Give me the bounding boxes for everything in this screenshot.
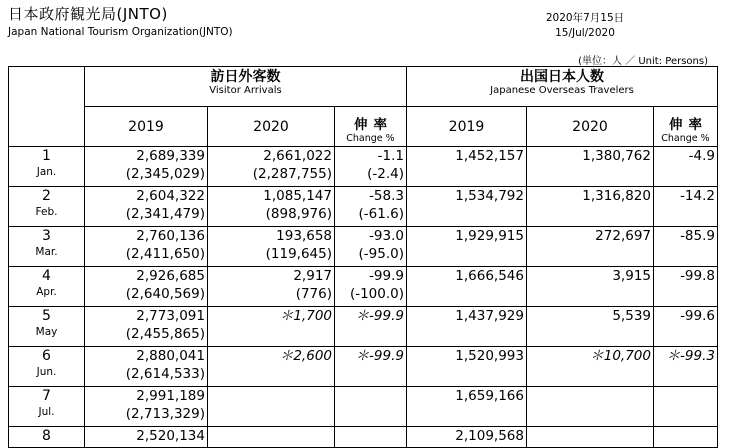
visitor-change-cell-vchg: ＊-99.9	[355, 308, 404, 324]
overseas-2020-cell	[527, 387, 654, 427]
overseas-2020-cell-o2020: 272,697	[595, 228, 651, 244]
overseas-2019-cell-o2019: 1,520,993	[455, 348, 524, 364]
overseas-2019-cell-o2019: 1,666,546	[455, 268, 524, 284]
visitor-2020-cell-v2020p: (119,645)	[265, 246, 332, 262]
visitor-change-cell-vchg: -93.0	[369, 228, 404, 244]
overseas-2020-cell	[527, 427, 654, 448]
overseas-2020-cell-o2020: 1,380,762	[582, 148, 651, 164]
visitor-2019-cell-v2019p: (2,640,569)	[125, 286, 205, 302]
visitor-2019-cell-v2019: 2,604,322	[136, 188, 205, 204]
visitor-2019-cell	[85, 227, 208, 267]
overseas-change-cell	[654, 387, 718, 427]
overseas-2019-cell-o2019: 1,437,929	[455, 308, 524, 324]
visitor-arrivals-header	[85, 67, 407, 107]
month-cell	[9, 147, 85, 187]
table-row	[9, 267, 718, 307]
overseas-change-cell-ochg: -14.2	[680, 188, 715, 204]
visitor-change-cell-vchg: -58.3	[369, 188, 404, 204]
visitor-2019-cell	[85, 427, 208, 448]
overseas-2020-cell	[527, 147, 654, 187]
overseas-2020-cell-o2020: 1,316,820	[582, 188, 651, 204]
visitor-change-cell	[335, 267, 407, 307]
overseas-change-cell-ochg: ＊-99.3	[666, 348, 715, 364]
visitor-2020-cell	[208, 347, 335, 387]
visitor-2019-cell-v2019p: (2,614,533)	[125, 366, 205, 382]
month-cell-abbr: Jan.	[36, 166, 57, 178]
overseas-change-cell	[654, 227, 718, 267]
overseas-change-cell	[654, 427, 718, 448]
month-cell-abbr: Feb.	[35, 206, 58, 218]
month-cell-month: 6	[42, 348, 51, 364]
visitor-2019-cell-v2019: 2,760,136	[136, 228, 205, 244]
visitor-change-cell-vchg: ＊-99.9	[355, 348, 404, 364]
visitor-2019-cell-v2019p: (2,455,865)	[125, 326, 205, 342]
overseas-2019-cell-o2019: 2,109,568	[455, 428, 524, 444]
overseas-2020-cell	[527, 267, 654, 307]
visitor-change-cell	[335, 227, 407, 267]
visitor-2019-cell	[85, 387, 208, 427]
date-jp: 2020年7月15日	[545, 12, 625, 24]
month-cell-month: 3	[42, 228, 51, 244]
change-label-en: Change %	[346, 133, 395, 144]
change-label-jp: 伸率	[354, 117, 393, 133]
visitor-2020-cell-v2020: 2,917	[293, 268, 332, 284]
visitor-2019-cell-v2019: 2,880,041	[136, 348, 205, 364]
overseas-2020-cell	[527, 227, 654, 267]
table-row	[9, 187, 718, 227]
overseas-2020-cell	[527, 187, 654, 227]
visitor-2019-cell-v2019p: (2,411,650)	[125, 246, 205, 262]
visitor-2019-cell-v2019: 2,689,339	[136, 148, 205, 164]
overseas-change-cell-ochg: -85.9	[680, 228, 715, 244]
table-row	[9, 307, 718, 347]
month-cell-abbr: May	[35, 326, 58, 338]
visitor-change-cell-vchg: -99.9	[369, 268, 404, 284]
table-row	[9, 427, 718, 448]
visitor-change-cell-vchgp: (-61.6)	[358, 206, 404, 222]
visitor-2020-cell	[208, 147, 335, 187]
visitor-2019-cell	[85, 267, 208, 307]
visitor-2020-cell	[208, 267, 335, 307]
visitor-2020-cell-v2020p: (776)	[295, 286, 332, 302]
visitor-change-cell-vchgp: (-2.4)	[367, 166, 404, 182]
change-label-jp: 伸率	[669, 117, 708, 133]
org-name-jp: 日本政府観光局(JNTO)	[8, 5, 168, 23]
month-cell	[9, 187, 85, 227]
month-cell	[9, 347, 85, 387]
visitor-change-cell	[335, 427, 407, 448]
col-visitor-2019: 2019	[85, 107, 208, 147]
visitor-2020-cell-v2020: 193,658	[276, 228, 332, 244]
month-cell	[9, 227, 85, 267]
overseas-2019-cell-o2019: 1,534,792	[455, 188, 524, 204]
page-header	[8, 3, 233, 38]
overseas-change-cell	[654, 267, 718, 307]
visitor-2019-cell-v2019: 2,773,091	[136, 308, 205, 324]
visitor-2020-cell-v2020p: (898,976)	[265, 206, 332, 222]
overseas-travelers-header	[407, 67, 718, 107]
overseas-2020-cell	[527, 347, 654, 387]
overseas-change-cell-ochg: -99.6	[680, 308, 715, 324]
overseas-2019-cell	[407, 147, 527, 187]
visitor-change-cell	[335, 187, 407, 227]
table-row	[9, 227, 718, 267]
visitor-change-cell	[335, 347, 407, 387]
statistics-table	[8, 66, 718, 448]
col-overseas-2020: 2020	[527, 107, 654, 147]
overseas-2019-cell	[407, 267, 527, 307]
overseas-2019-cell-o2019: 1,659,166	[455, 388, 524, 404]
visitor-change-cell	[335, 147, 407, 187]
month-cell-abbr: Apr.	[36, 286, 57, 298]
overseas-2019-cell	[407, 227, 527, 267]
month-cell	[9, 387, 85, 427]
month-cell-month: 4	[42, 268, 51, 284]
month-cell-month: 8	[42, 428, 51, 444]
visitor-2020-cell-v2020: 1,085,147	[263, 188, 332, 204]
visitor-2019-cell-v2019p: (2,713,329)	[125, 406, 205, 422]
month-cell-abbr: Jul.	[38, 406, 55, 418]
col-visitor-change	[335, 107, 407, 147]
table-row	[9, 347, 718, 387]
table-row	[9, 387, 718, 427]
visitor-arrivals-en: Visitor Arrivals	[209, 85, 282, 96]
overseas-2020-cell-o2020: 3,915	[612, 268, 651, 284]
overseas-2019-cell	[407, 387, 527, 427]
month-cell	[9, 427, 85, 448]
overseas-change-cell	[654, 347, 718, 387]
col-overseas-2019: 2019	[407, 107, 527, 147]
visitor-2020-cell-v2020: ＊1,700	[279, 308, 332, 324]
month-cell	[9, 307, 85, 347]
visitor-2019-cell	[85, 307, 208, 347]
overseas-travelers-jp: 出国日本人数	[520, 69, 604, 85]
visitor-2020-cell-v2020: 2,661,022	[263, 148, 332, 164]
visitor-change-cell-vchgp: (-95.0)	[358, 246, 404, 262]
overseas-2019-cell-o2019: 1,452,157	[455, 148, 524, 164]
month-cell-month: 7	[42, 388, 51, 404]
date-en: 15/Jul/2020	[555, 27, 615, 39]
overseas-2019-cell	[407, 187, 527, 227]
visitor-2020-cell	[208, 427, 335, 448]
overseas-change-cell-ochg: -99.8	[680, 268, 715, 284]
month-cell	[9, 267, 85, 307]
month-cell-month: 5	[42, 308, 51, 324]
visitor-2020-cell	[208, 227, 335, 267]
visitor-2019-cell-v2019p: (2,345,029)	[125, 166, 205, 182]
visitor-2020-cell-v2020p: (2,287,755)	[252, 166, 332, 182]
visitor-2019-cell-v2019: 2,520,134	[136, 428, 205, 444]
overseas-change-cell	[654, 307, 718, 347]
unit-note: (単位：人 ／ Unit: Persons)	[578, 56, 708, 67]
visitor-2019-cell	[85, 347, 208, 387]
overseas-2019-cell	[407, 307, 527, 347]
overseas-2020-cell	[527, 307, 654, 347]
visitor-change-cell	[335, 307, 407, 347]
month-cell-abbr: Jun.	[36, 366, 57, 378]
visitor-2020-cell-v2020: ＊2,600	[279, 348, 332, 364]
visitor-2020-cell	[208, 187, 335, 227]
table-row	[9, 147, 718, 187]
month-cell-month: 2	[42, 188, 51, 204]
month-cell-abbr: Mar.	[35, 246, 58, 258]
overseas-change-cell-ochg: -4.9	[688, 148, 715, 164]
visitor-2020-cell	[208, 307, 335, 347]
overseas-2019-cell	[407, 347, 527, 387]
visitor-arrivals-jp: 訪日外客数	[210, 69, 281, 85]
visitor-2019-cell	[85, 147, 208, 187]
visitor-change-cell-vchgp: (-100.0)	[349, 286, 404, 302]
visitor-2019-cell-v2019p: (2,341,479)	[125, 206, 205, 222]
visitor-change-cell	[335, 387, 407, 427]
overseas-2019-cell	[407, 427, 527, 448]
visitor-2019-cell-v2019: 2,991,189	[136, 388, 205, 404]
month-cell-month: 1	[42, 148, 51, 164]
visitor-2019-cell-v2019: 2,926,685	[136, 268, 205, 284]
overseas-2020-cell-o2020: ＊10,700	[590, 348, 651, 364]
change-label-en: Change %	[661, 133, 710, 144]
overseas-change-cell	[654, 187, 718, 227]
corner-cell	[9, 67, 85, 147]
visitor-2020-cell	[208, 387, 335, 427]
overseas-2020-cell-o2020: 5,539	[612, 308, 651, 324]
org-name-en: Japan National Tourism Organization(JNTO)	[8, 26, 233, 38]
overseas-change-cell	[654, 147, 718, 187]
col-visitor-2020: 2020	[208, 107, 335, 147]
date-block	[520, 11, 650, 41]
overseas-travelers-en: Japanese Overseas Travelers	[490, 85, 634, 96]
visitor-change-cell-vchg: -1.1	[377, 148, 404, 164]
visitor-2019-cell	[85, 187, 208, 227]
col-overseas-change	[654, 107, 718, 147]
overseas-2019-cell-o2019: 1,929,915	[455, 228, 524, 244]
